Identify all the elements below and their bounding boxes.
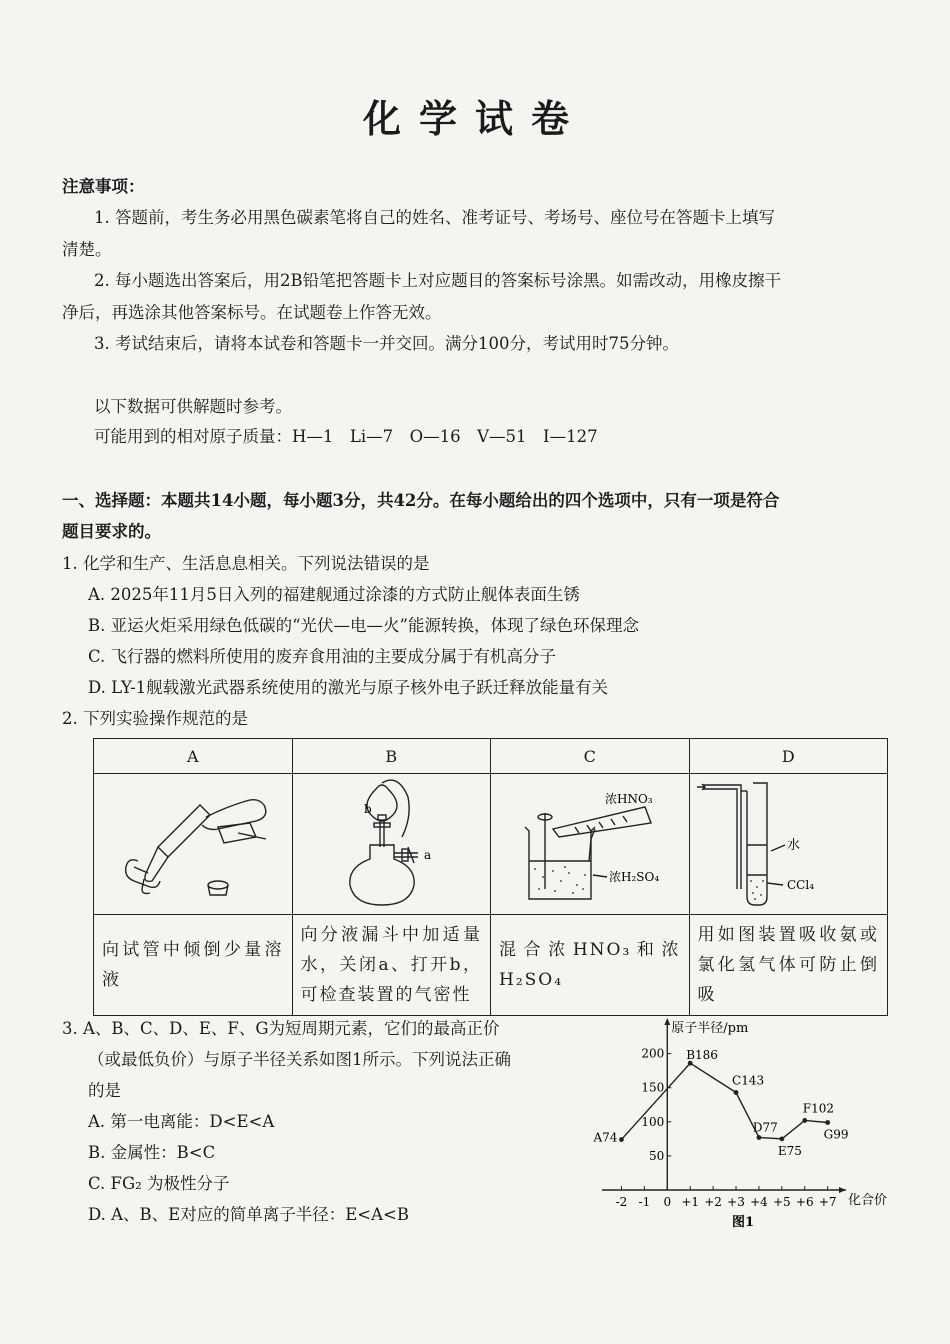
col-header-b: B <box>292 739 491 774</box>
data-point-c143 <box>734 1090 739 1095</box>
separatory-funnel-illustration <box>296 777 486 907</box>
notice-item-2-cont: 净后，再选涂其他答案标号。在试题卷上作答无效。 <box>62 303 442 322</box>
apparatus-a-cell <box>94 774 293 915</box>
label-conc-h2so4: 浓H₂SO₄ <box>608 870 659 884</box>
y-axis-arrow <box>664 1018 670 1025</box>
data-label-g99: G99 <box>823 1127 849 1142</box>
label-ccl4: CCl₄ <box>787 878 815 892</box>
reference-intro: 以下数据可供解题时参考。 <box>94 397 292 416</box>
y-tick-label: 100 <box>641 1114 665 1129</box>
data-label-f102: F102 <box>802 1101 834 1116</box>
y-tick-label: 50 <box>649 1148 665 1163</box>
atomic-masses: 可能用到的相对原子质量：H—1 Li—7 O—16 V—51 I—127 <box>94 427 598 446</box>
section-heading-cont: 题目要求的。 <box>62 522 161 541</box>
x-tick-label: +6 <box>795 1195 814 1209</box>
data-point-a74 <box>619 1137 624 1142</box>
x-tick-label: +4 <box>750 1195 768 1209</box>
q3-stem-cont2: 的是 <box>88 1081 121 1100</box>
label-b: b <box>364 802 372 816</box>
label-conc-hno3: 浓HNO₃ <box>604 792 653 806</box>
x-tick-label: +7 <box>818 1195 837 1209</box>
q3-option-a: A. 第一电离能：D<E<A <box>88 1112 275 1131</box>
x-axis-label: 化合价 <box>848 1193 888 1208</box>
desc-c: 混合浓HNO₃和浓H₂SO₄ <box>491 915 690 1016</box>
section-heading: 一、选择题：本题共14小题，每小题3分，共42分。在每小题给出的四个选项中，只有一项是符合 <box>62 491 780 510</box>
x-tick-label: +2 <box>704 1195 722 1209</box>
desc-d: 用如图装置吸收氨或氯化氢气体可防止倒吸 <box>689 915 888 1016</box>
data-label-b186: B186 <box>686 1048 718 1063</box>
x-tick-label: 0 <box>663 1195 672 1209</box>
data-label-a74: A74 <box>593 1130 618 1145</box>
col-header-a: A <box>94 739 293 774</box>
notice-item-1: 1. 答题前，考生务必用黑色碳素笔将自己的姓名、准考证号、考场号、座位号在答题卡上填写 <box>94 208 775 227</box>
page-title: 化学试卷 <box>362 96 587 141</box>
q1-option-c: C. 飞行器的燃料所使用的废弃食用油的主要成分属于有机高分子 <box>88 647 557 666</box>
y-axis-label: 原子半径/pm <box>671 1021 749 1036</box>
y-tick-label: 150 <box>641 1080 665 1095</box>
col-header-d: D <box>689 739 888 774</box>
notice-heading: 注意事项： <box>62 177 145 196</box>
acid-mixing-illustration <box>495 777 685 907</box>
x-tick-label: -2 <box>615 1195 628 1209</box>
pouring-test-tube-illustration <box>98 777 288 907</box>
x-tick-label: +3 <box>727 1195 745 1209</box>
data-point-f102 <box>802 1118 807 1123</box>
data-label-e75: E75 <box>777 1143 802 1158</box>
q3-option-c: C. FG₂ 为极性分子 <box>88 1174 230 1193</box>
col-header-c: C <box>491 739 690 774</box>
q3-stem: 3. A、B、C、D、E、F、G为短周期元素，它们的最高正价 <box>62 1019 500 1038</box>
q3-option-d: D. A、B、E对应的简单离子半径：E<A<B <box>88 1205 409 1224</box>
desc-a: 向试管中倾倒少量溶液 <box>94 915 293 1016</box>
q3-option-b: B. 金属性：B<C <box>88 1143 216 1162</box>
experiment-table <box>93 738 888 1016</box>
desc-b: 向分液漏斗中加适量水，关闭a、打开b，可检查装置的气密性 <box>292 915 491 1016</box>
apparatus-d-cell <box>689 774 888 915</box>
label-water: 水 <box>787 838 801 853</box>
q3-stem-cont1: （或最低负价）与原子半径关系如图1所示。下列说法正确 <box>88 1050 511 1069</box>
radius-valence-chart <box>590 1012 900 1244</box>
q1-option-b: B. 亚运火炬采用绿色低碳的“光伏—电—火”能源转换，体现了绿色环保理念 <box>88 616 639 635</box>
data-label-c143: C143 <box>732 1073 765 1088</box>
data-point-g99 <box>825 1120 830 1125</box>
notice-item-3: 3. 考试结束后，请将本试卷和答题卡一并交回。满分100分，考试用时75分钟。 <box>94 334 679 353</box>
x-tick-label: -1 <box>638 1195 651 1209</box>
q1-option-a: A. 2025年11月5日入列的福建舰通过涂漆的方式防止舰体表面生锈 <box>88 585 580 604</box>
gas-absorption-illustration <box>693 777 883 907</box>
notice-item-1-cont: 清楚。 <box>62 240 112 259</box>
q1-stem: 1. 化学和生产、生活息息相关。下列说法错误的是 <box>62 554 430 573</box>
chart-title: 图1 <box>732 1215 755 1230</box>
x-tick-label: +1 <box>681 1195 700 1209</box>
apparatus-c-cell <box>491 774 690 915</box>
x-tick-label: +5 <box>772 1195 791 1209</box>
label-a: a <box>424 848 432 862</box>
y-tick-label: 200 <box>641 1046 665 1061</box>
data-point-e75 <box>779 1136 784 1141</box>
x-axis-arrow <box>839 1187 846 1193</box>
q1-option-d: D. LY-1舰载激光武器系统使用的激光与原子核外电子跃迁释放能量有关 <box>88 678 609 697</box>
q2-stem: 2. 下列实验操作规范的是 <box>62 709 248 728</box>
data-point-d77 <box>757 1135 762 1140</box>
apparatus-b-cell <box>292 774 491 915</box>
data-label-d77: D77 <box>752 1120 778 1135</box>
notice-item-2: 2. 每小题选出答案后，用2B铅笔把答题卡上对应题目的答案标号涂黑。如需改动，用橡皮擦干 <box>94 271 782 290</box>
